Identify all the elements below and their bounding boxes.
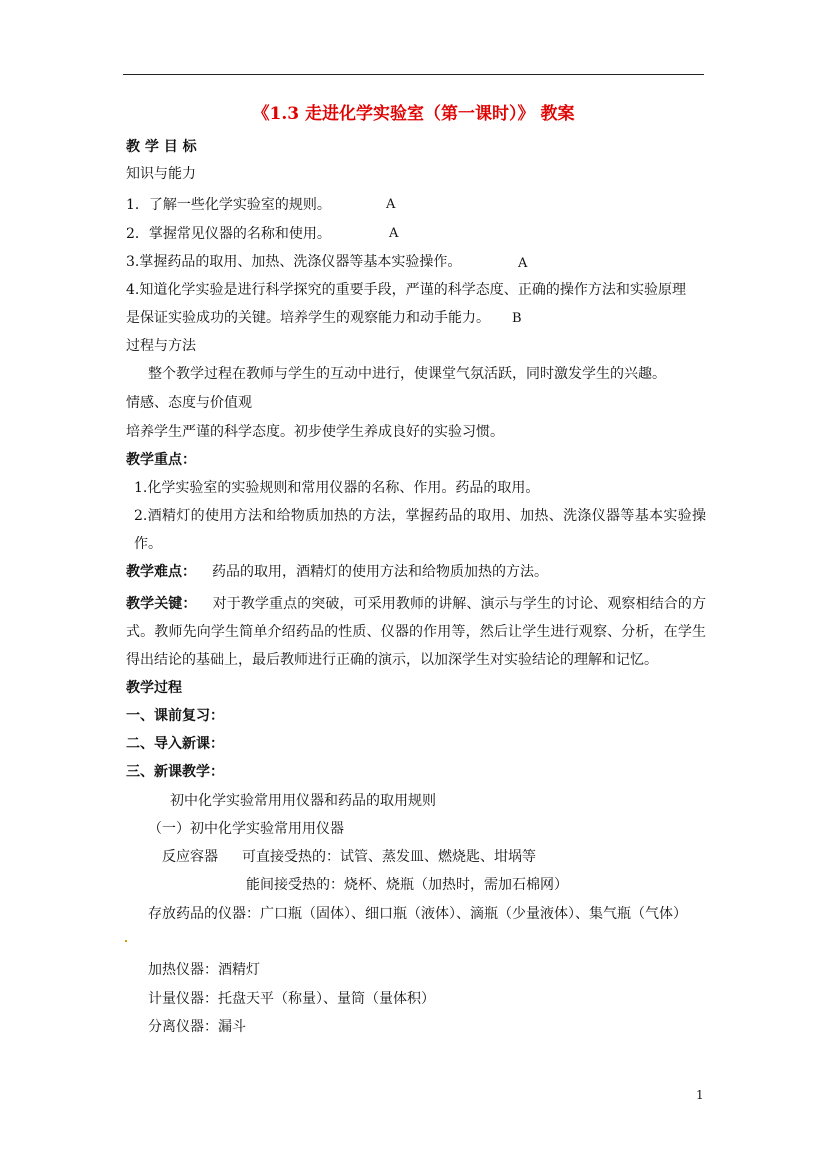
objective-grade-3: A [518, 256, 528, 271]
storage-instruments: 存放药品的仪器：广口瓶（固体）、细口瓶（液体）、滴瓶（少量液体）、集气瓶（气体） [148, 906, 687, 922]
indirect-heat-text: 能间接受热的：烧杯、烧瓶（加热时，需加石棉网） [246, 877, 568, 893]
direct-heat-text: 可直接受热的：试管、蒸发皿、燃烧匙、坩埚等 [242, 849, 536, 865]
difficulties-label: 教学难点： [126, 564, 196, 580]
process-method-heading: 过程与方法 [126, 338, 196, 354]
emotion-heading: 情感、态度与价值观 [126, 395, 252, 411]
key-method-label: 教学关键： [126, 596, 197, 612]
key-point-1: 1.化学实验室的实验规则和常用仪器的名称、作用。药品的取用。 [134, 480, 540, 496]
separating-instruments: 分离仪器：漏斗 [148, 1019, 246, 1035]
key-method-paragraph [126, 590, 706, 674]
difficulties-text: 药品的取用，酒精灯的使用方法和给物质加热的方法。 [212, 564, 548, 580]
process-heading: 教学过程 [126, 680, 182, 696]
objective-grade-4: B [512, 311, 522, 326]
objective-item-2: 2．掌握常见仪器的名称和使用。 [126, 226, 331, 242]
header-rule [123, 74, 704, 75]
objective-item-4 [126, 276, 686, 332]
emotion-text: 培养学生严谨的科学态度。初步使学生养成良好的实验习惯。 [126, 424, 504, 440]
objectives-heading: 教 学 目 标 [126, 139, 197, 155]
knowledge-heading: 知识与能力 [126, 166, 196, 182]
step-review: 一、课前复习： [126, 708, 224, 724]
objective-grade-1: A [386, 197, 396, 212]
objective-item-3: 3.掌握药品的取用、加热、洗涤仪器等基本实验操作。 [126, 254, 462, 270]
key-point-2: 2.酒精灯的使用方法和给物质加热的方法，掌握药品的取用、加热、洗涤仪器等基本实验操作。 [134, 508, 706, 552]
key-method-text: 对于教学重点的突破，可采用教师的讲解、演示与学生的讨论、观察相结合的方式。教师先向学生简单介绍药品的性质、仪器的作用等，然后让学生进行观察、分析，在学生得出结论的基础上，最后教师进行正确的演示，以加深学生对实验结论的理解和记忆。 [126, 596, 706, 668]
objective-item-1: 1．了解一些化学实验室的规则。 [126, 197, 331, 213]
difficulties-row [126, 562, 548, 582]
document-title: 《1.3 走进化学实验室（第一课时）》 教案 [252, 104, 575, 124]
measuring-instruments: 计量仪器：托盘天平（称量）、量筒（量体积） [148, 991, 435, 1007]
reaction-container-label: 反应容器 [162, 849, 218, 865]
section-instruments: （一）初中化学实验常用用仪器 [148, 821, 344, 837]
process-method-text: 整个教学过程在教师与学生的互动中进行，使课堂气氛活跃，同时激发学生的兴趣。 [148, 366, 666, 382]
heating-instruments: 加热仪器：酒精灯 [148, 962, 260, 978]
step-intro: 二、导入新课： [126, 736, 224, 752]
stray-mark [125, 940, 127, 942]
lesson-subtitle: 初中化学实验常用用仪器和药品的取用规则 [170, 793, 436, 809]
objective-grade-2: A [389, 226, 399, 241]
step-new-lesson: 三、新课教学： [126, 764, 224, 780]
objective-item-4-text: 4.知道化学实验是进行科学探究的重要手段，严谨的科学态度、正确的操作方法和实验原理是保证实验成功的关键。培养学生的观察能力和动手能力。 [126, 282, 686, 326]
page-number: 1 [696, 1088, 704, 1102]
key-points-heading: 教学重点： [126, 452, 196, 468]
